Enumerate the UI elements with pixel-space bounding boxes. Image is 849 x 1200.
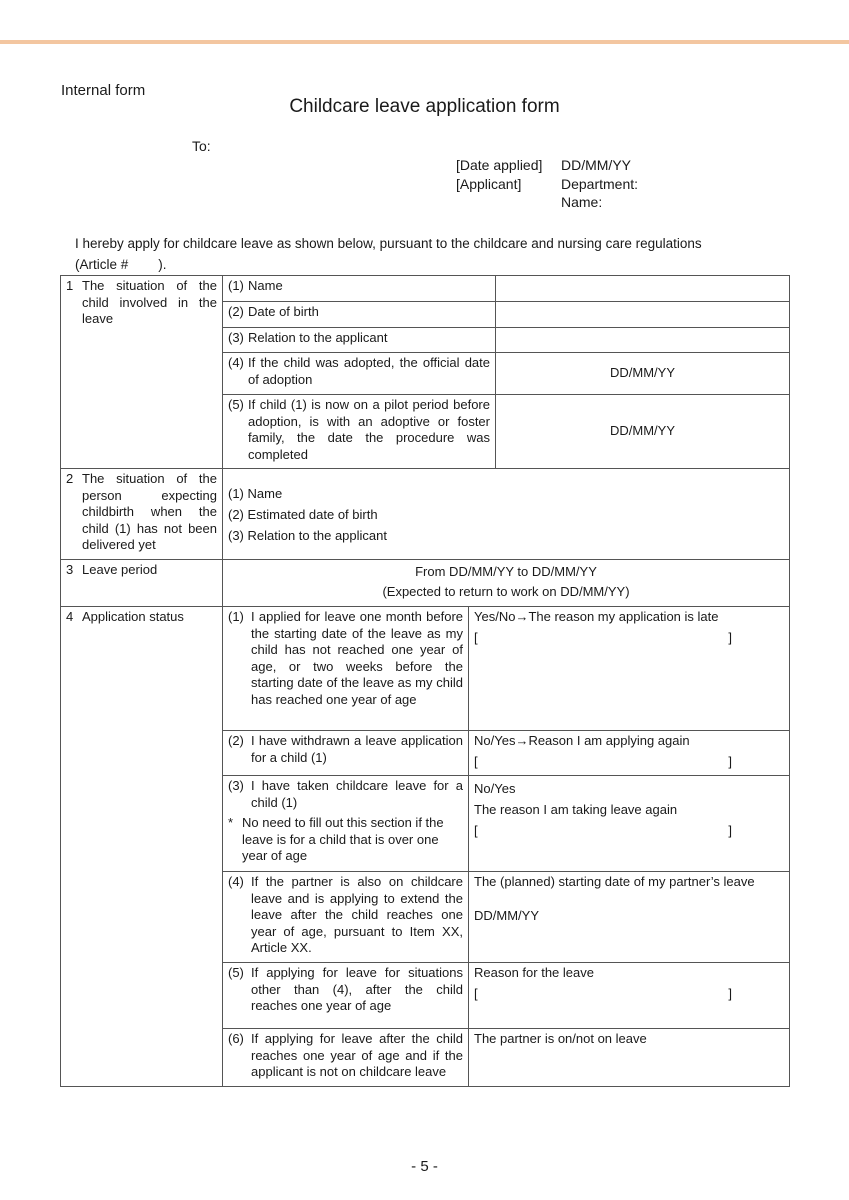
item-text: I have withdrawn a leave application for a child (1) xyxy=(251,733,463,765)
s4-item-3 xyxy=(223,776,469,872)
answer-text-2: The reason I am taking leave again xyxy=(474,802,678,817)
s4-item-1 xyxy=(223,607,469,731)
reason-bracket xyxy=(474,630,784,647)
footnote xyxy=(228,815,463,865)
s4-item-3-answer[interactable] xyxy=(469,776,790,872)
note-mark: * xyxy=(228,815,234,830)
answer-text: Reason for the leave xyxy=(474,965,594,980)
open-bracket: [ xyxy=(474,823,478,838)
s4-item-1-answer[interactable] xyxy=(469,607,790,731)
intro-text xyxy=(75,233,775,275)
s1-item-1-value[interactable] xyxy=(496,276,790,302)
close-bracket: ] xyxy=(728,629,732,645)
s4-item-5-answer[interactable] xyxy=(469,963,790,1029)
answer-text: No/Yes→Reason I am applying again xyxy=(474,733,690,748)
open-bracket: [ xyxy=(474,985,478,1001)
open-bracket: [ xyxy=(474,753,478,769)
item-number: (1) xyxy=(228,609,244,624)
s1-item-1 xyxy=(223,276,496,302)
section-1-label-cell xyxy=(61,276,223,469)
s4-item-4 xyxy=(223,872,469,963)
section-4-label-cell xyxy=(61,607,223,1087)
page-title: Childcare leave application form xyxy=(289,96,560,117)
item-number: (1) xyxy=(228,278,244,293)
form-type-label: Internal form xyxy=(61,82,146,99)
answer-text: No/Yes xyxy=(474,781,516,796)
application-form-table xyxy=(60,275,790,1087)
section-3-number: 3 xyxy=(66,562,74,577)
section-3-label: Leave period xyxy=(82,562,158,577)
open-bracket: [ xyxy=(474,629,478,645)
section-4-number: 4 xyxy=(66,609,74,624)
section-2-number: 2 xyxy=(66,471,74,486)
answer-text: Yes/No→The reason my application is late xyxy=(474,609,719,624)
s1-item-5 xyxy=(223,395,496,469)
answer-text: The (planned) starting date of my partner’s leave xyxy=(474,874,755,889)
s2-item-3: (3) Relation to the applicant xyxy=(228,527,387,543)
s1-item-2-value[interactable] xyxy=(496,302,790,328)
section-1-label: The situation of the child involved in the leave xyxy=(82,278,217,326)
item-number: (2) xyxy=(228,733,244,748)
s1-item-5-value[interactable]: DD/MM/YY xyxy=(496,395,790,469)
item-text: If the partner is also on childcare leave and is applying to extend the leave after the child reaches one year of age, pursuant to Item XX, Article XX. xyxy=(251,874,463,955)
close-bracket: ] xyxy=(728,823,732,838)
s1-item-3-value[interactable] xyxy=(496,328,790,353)
s2-item-2: (2) Estimated date of birth xyxy=(228,506,378,522)
item-number: (4) xyxy=(228,355,244,370)
s4-item-6-answer[interactable]: The partner is on/not on leave xyxy=(469,1029,790,1087)
item-number: (6) xyxy=(228,1031,244,1046)
reason-bracket xyxy=(474,820,784,841)
top-accent-rule xyxy=(0,40,849,44)
leave-period-line-2: (Expected to return to work on DD/MM/YY) xyxy=(382,584,630,599)
section-2-label-cell xyxy=(61,469,223,560)
s1-item-4-value[interactable]: DD/MM/YY xyxy=(496,353,790,395)
s4-item-6 xyxy=(223,1029,469,1087)
item-text: I have taken childcare leave for a child (1) xyxy=(251,778,463,810)
s1-item-3 xyxy=(223,328,496,353)
s4-item-5 xyxy=(223,963,469,1029)
to-label: To: xyxy=(192,138,211,154)
s4-item-2-answer[interactable] xyxy=(469,731,790,776)
intro-line-1: I hereby apply for childcare leave as shown below, pursuant to the childcare and nursing care regulations xyxy=(75,236,702,251)
section-3-label-cell xyxy=(61,560,223,607)
item-number: (2) xyxy=(228,304,244,319)
item-number: (4) xyxy=(228,874,244,889)
item-number: (5) xyxy=(228,965,244,980)
item-text: I applied for leave one month before the starting date of the leave as my child has not reached one year of age, or two weeks before the starting date of the leave as my child has reached one year of age xyxy=(251,609,463,707)
item-text: If the child was adopted, the official date of adoption xyxy=(248,355,490,387)
item-text: If child (1) is now on a pilot period before adoption, is with an adoptive or foster family, the date the procedure was completed xyxy=(248,397,490,462)
applicant-label: [Applicant] xyxy=(456,175,522,192)
reason-bracket xyxy=(474,986,784,1003)
partner-leave-date: DD/MM/YY xyxy=(474,907,539,923)
note-text: No need to fill out this section if the leave is for a child that is over one year of age xyxy=(242,815,444,863)
close-bracket: ] xyxy=(728,985,732,1001)
item-number: (3) xyxy=(228,330,244,345)
item-text: If applying for leave after the child reaches one year of age and if the applicant is not on childcare leave xyxy=(251,1031,463,1079)
item-text: If applying for leave for situations other than (4), after the child reaches one year of age xyxy=(251,965,463,1013)
date-applied-value: DD/MM/YY xyxy=(561,157,631,173)
item-text: Relation to the applicant xyxy=(248,330,388,345)
s2-item-1: (1) Name xyxy=(228,485,283,501)
s4-item-2 xyxy=(223,731,469,776)
item-text: Name xyxy=(248,278,283,293)
s4-item-4-answer[interactable] xyxy=(469,872,790,963)
item-number: (3) xyxy=(228,778,244,793)
leave-period-cell[interactable] xyxy=(223,560,790,607)
department-label: Department: xyxy=(561,175,639,192)
close-bracket: ] xyxy=(728,753,732,769)
item-number: (5) xyxy=(228,397,244,412)
s1-item-2 xyxy=(223,302,496,328)
date-applied-label: [Date applied] xyxy=(456,157,543,173)
section-4-label: Application status xyxy=(82,609,184,624)
applicant-meta-block xyxy=(456,156,638,212)
section-1-number: 1 xyxy=(66,278,74,293)
item-text: Date of birth xyxy=(248,304,319,319)
reason-bracket xyxy=(474,754,784,771)
s1-item-4 xyxy=(223,353,496,395)
section-2-label: The situation of the person expecting childbirth when the child (1) has not been delivered yet xyxy=(82,471,217,552)
section-2-items[interactable] xyxy=(223,469,790,560)
page-number: - 5 - xyxy=(411,1158,438,1175)
intro-line-2: (Article # ). xyxy=(75,257,167,272)
leave-period-line-1: From DD/MM/YY to DD/MM/YY xyxy=(415,564,597,579)
name-label: Name: xyxy=(561,194,603,210)
